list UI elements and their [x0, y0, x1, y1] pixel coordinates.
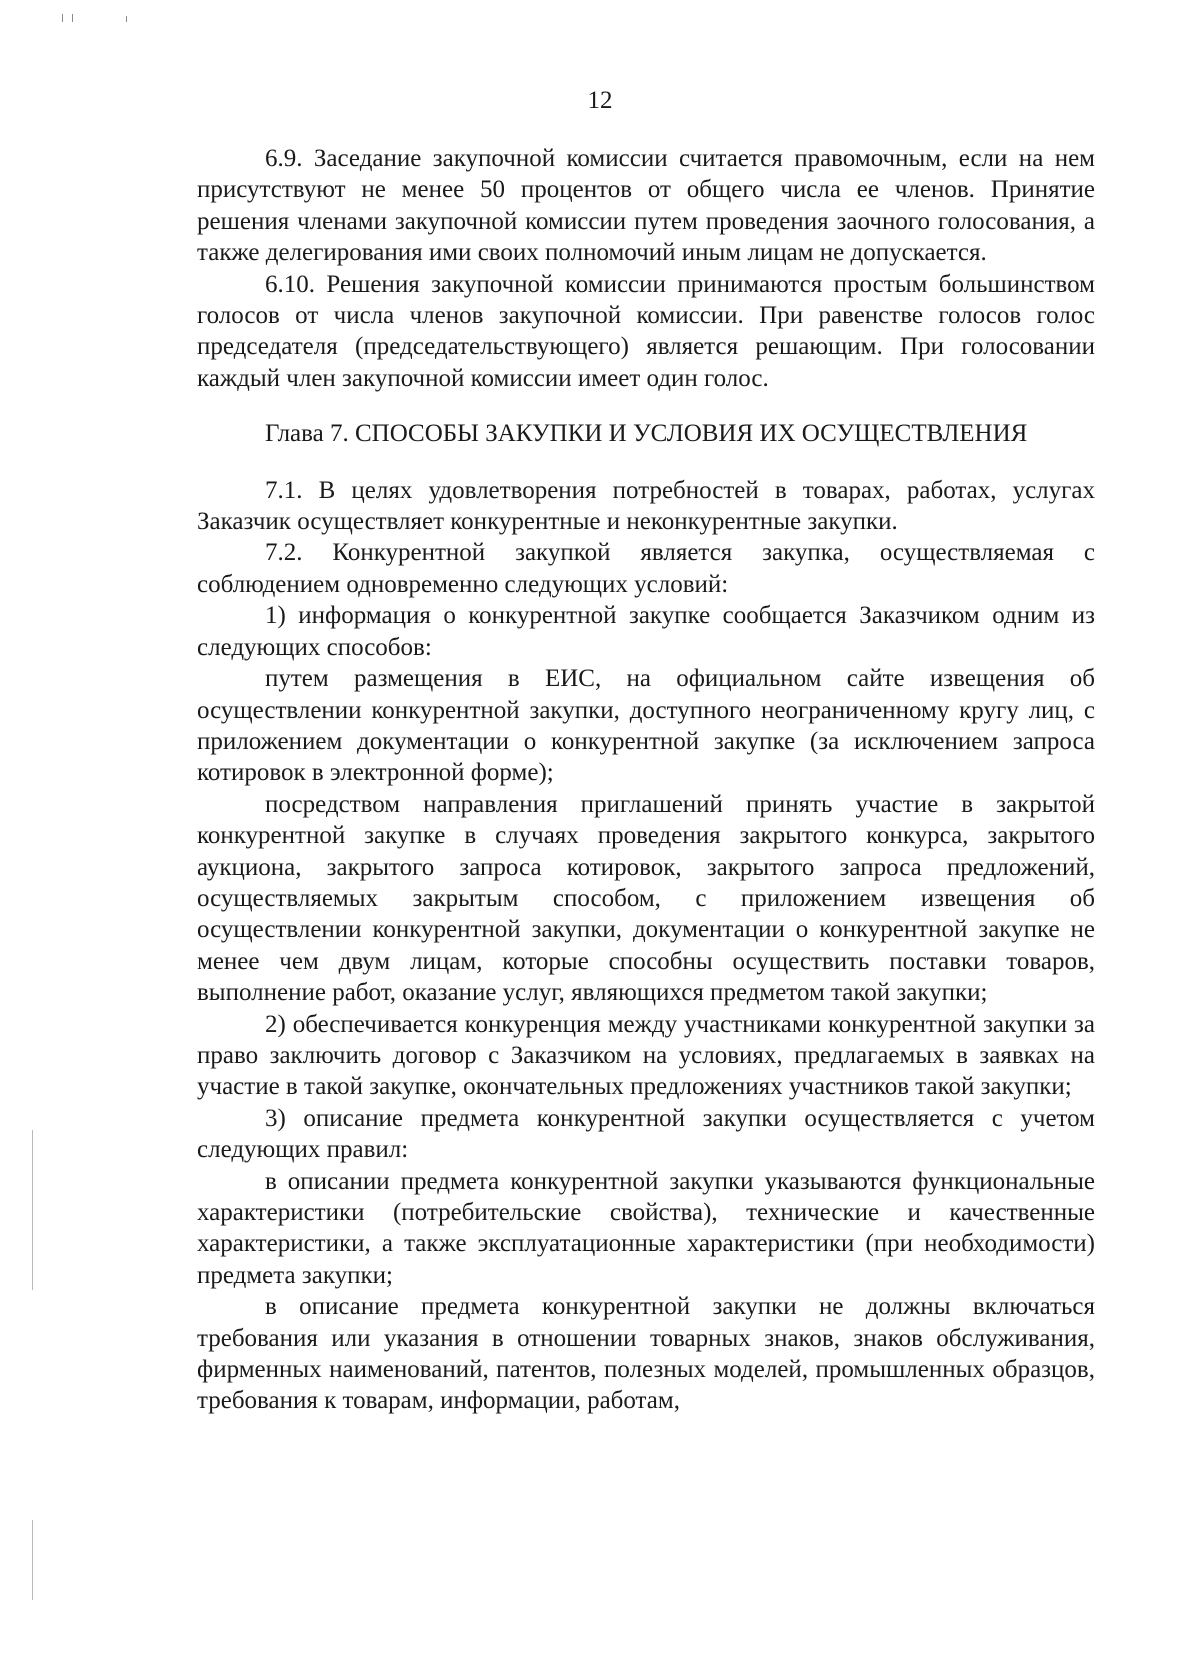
list-item-3-rule-trademarks: в описание предмета конкурентной закупки не должны включаться требования или указания в отношении товарных знаков, знаков обслуживания, фирменных наименований, патентов, полезных моделей, промышленных образцов, требования к товарам, информации, работам,	[197, 1293, 1095, 1415]
list-item-3-rule-characteristics: в описании предмета конкурентной закупки указываются функциональные характеристики (потребительские свойства), технические и качественные характеристики, а также эксплуатационные характеристики (при необходимости) предмета закупки;	[197, 1167, 1095, 1289]
page-number: 12	[587, 87, 613, 114]
scan-artifact-top	[72, 14, 73, 22]
paragraph-7-1: 7.1. В целях удовлетворения потребностей в товарах, работах, услугах Заказчик осуществляет конкурентные и неконкурентные закупки.	[197, 476, 1095, 536]
chapter-heading: Глава 7. СПОСОБЫ ЗАКУПКИ И УСЛОВИЯ ИХ ОСУЩЕСТВЛЕНИЯ	[265, 420, 1028, 448]
scan-artifact-left-edge	[32, 1520, 33, 1600]
list-item-1-method-eis: путем размещения в ЕИС, на официальном сайте извещения об осуществлении конкурентной закупки, доступного неограниченному кругу лиц, с приложением документации о конкурентной закупке (за исключением запроса котировок в электронной форме);	[197, 665, 1095, 787]
paragraph-6-9: 6.9. Заседание закупочной комиссии считается правомочным, если на нем присутствуют не менее 50 процентов от общего числа ее членов. Принятие решения членами закупочной комиссии путем проведения заочного голосования, а также делегирования ими своих полномочий иным лицам не допускается.	[197, 145, 1095, 267]
scan-artifact-top	[126, 16, 127, 22]
paragraph-7-2: 7.2. Конкурентной закупкой является закупка, осуществляемая с соблюдением одновременно следующих условий:	[197, 539, 1095, 598]
scan-artifact-left-edge	[32, 1130, 33, 1290]
list-item-1: 1) информация о конкурентной закупке сообщается Заказчиком одним из следующих способов:	[197, 602, 1095, 661]
list-item-1-method-invitation: посредством направления приглашений принять участие в закрытой конкурентной закупке в случаях проведения закрытого конкурса, закрытого аукциона, закрытого запроса котировок, закрытого запроса предложений, осуществляемых закрытым способом, с приложением извещения об осуществлении конкурентной закупки, документации о конкурентной закупке не менее чем двум лицам, которые способны осуществить поставки товаров, выполнение работ, оказание услуг, являющихся предметом такой закупки;	[197, 790, 1095, 1007]
list-item-3: 3) описание предмета конкурентной закупки осуществляется с учетом следующих правил:	[197, 1104, 1095, 1164]
list-item-2: 2) обеспечивается конкуренция между участниками конкурентной закупки за право заключить договор с Заказчиком на условиях, предлагаемых в заявках на участие в такой закупке, окончательных предложениях участников такой закупки;	[197, 1010, 1095, 1101]
scan-artifact-top	[62, 14, 63, 22]
paragraph-6-10: 6.10. Решения закупочной комиссии принимаются простым большинством голосов от числа членов закупочной комиссии. При равенстве голосов голос председателя (председательствующего) является решающим. При голосовании каждый член закупочной комиссии имеет один голос.	[197, 270, 1095, 392]
document-body	[197, 143, 1095, 1417]
